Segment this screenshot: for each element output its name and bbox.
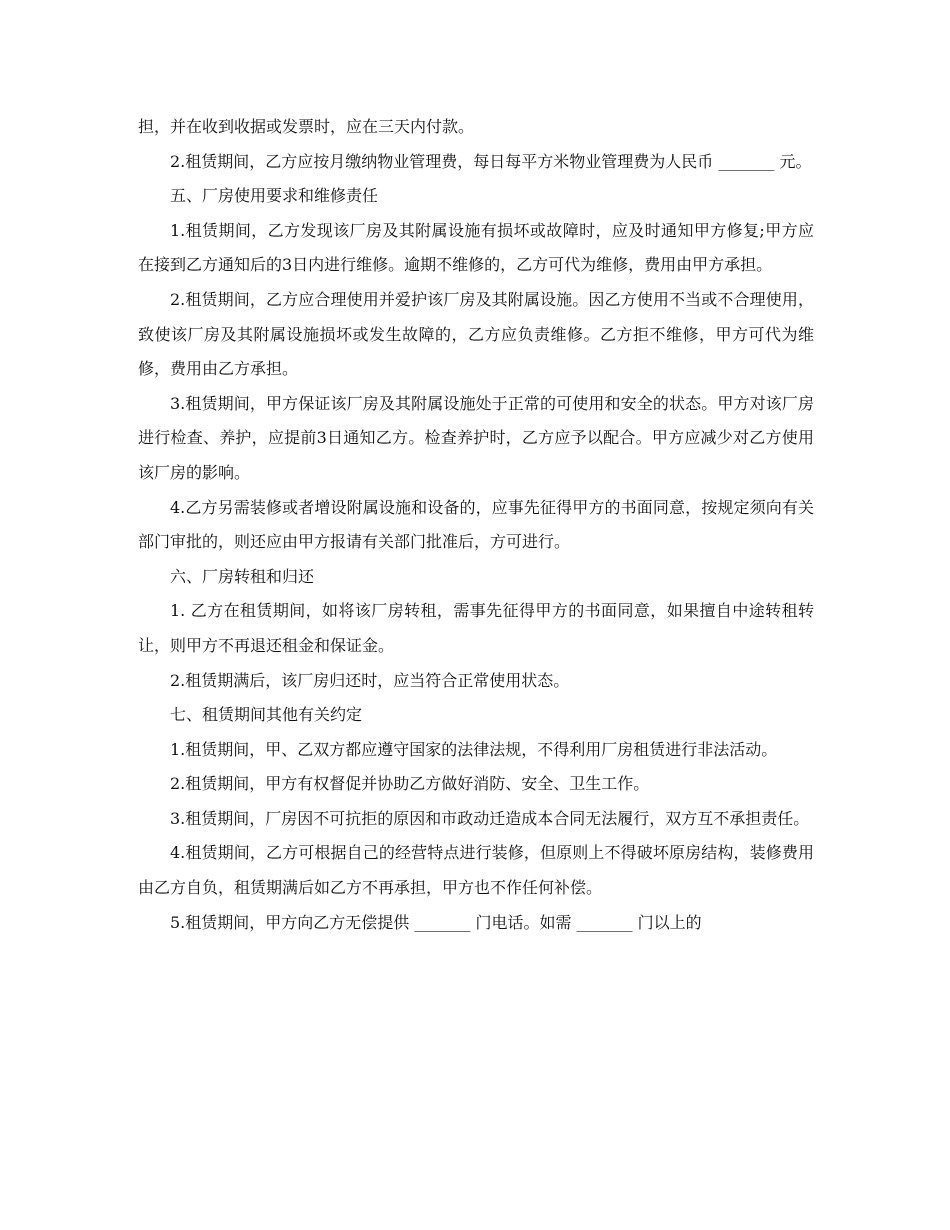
paragraph-7-4: 4.租赁期间，乙方可根据自己的经营特点进行装修，但原则上不得破坏原房结构，装修费用由乙方自负，租赁期满后如乙方不再承担，甲方也不作任何补偿。	[138, 843, 814, 898]
paragraph-6-1: 1. 乙方在租赁期间，如将该厂房转租，需事先征得甲方的书面同意，如果擅自中途转租转让，则甲方不再退还租金和保证金。	[138, 601, 814, 655]
paragraph-5-3: 3.租赁期间，甲方保证该厂房及其附属设施处于正常的可使用和安全的状态。甲方对该厂房进行检查、养护，应提前3日通知乙方。检查养护时，乙方应予以配合。甲方应减少对乙方使用该厂房的影响。	[138, 393, 814, 482]
section-heading-5: 五、厂房使用要求和维修责任	[170, 186, 379, 206]
paragraph-7-1: 1.租赁期间，甲、乙双方都应遵守国家的法律法规，不得利用厂房租赁进行非法活动。	[170, 739, 778, 759]
section-heading-6: 六、厂房转租和归还	[170, 566, 315, 586]
paragraph-5-4: 4.乙方另需装修或者增设附属设施和设备的，应事先征得甲方的书面同意，按规定须向有关部门审批的，则还应由甲方报请有关部门批准后，方可进行。	[138, 497, 814, 552]
paragraph-continuation: 担，并在收到收据或发票时，应在三天内付款。	[138, 117, 475, 136]
document-body	[138, 110, 814, 940]
paragraph-7-2: 2.租赁期间，甲方有权督促并协助乙方做好消防、安全、卫生工作。	[170, 774, 650, 794]
paragraph-5-2: 2.租赁期间，乙方应合理使用并爱护该厂房及其附属设施。因乙方使用不当或不合理使用，致使该厂房及其附属设施损坏或发生故障的，乙方应负责维修。乙方拒不维修，甲方可代为维修，费用由乙方承担。	[138, 289, 814, 379]
paragraph-7-3: 3.租赁期间，厂房因不可抗拒的原因和市政动迁造成本合同无法履行，双方互不承担责任。	[170, 808, 810, 828]
paragraph-5-1: 1.租赁期间，乙方发现该厂房及其附属设施有损坏或故障时，应及时通知甲方修复;甲方应在接到乙方通知后的3日内进行维修。逾期不维修的，乙方可代为维修，费用由甲方承担。	[138, 220, 814, 275]
section-heading-7: 七、租赁期间其他有关约定	[170, 705, 363, 725]
paragraph-7-5: 5.租赁期间，甲方向乙方无偿提供 _______ 门电话。如需 _______ 门以上的	[170, 912, 702, 932]
paragraph-6-2: 2.租赁期满后，该厂房归还时，应当符合正常使用状态。	[170, 670, 570, 690]
paragraph-property-fee: 2.租赁期间，乙方应按月缴纳物业管理费，每日每平方米物业管理费为人民币 _______ 元。	[170, 151, 812, 171]
